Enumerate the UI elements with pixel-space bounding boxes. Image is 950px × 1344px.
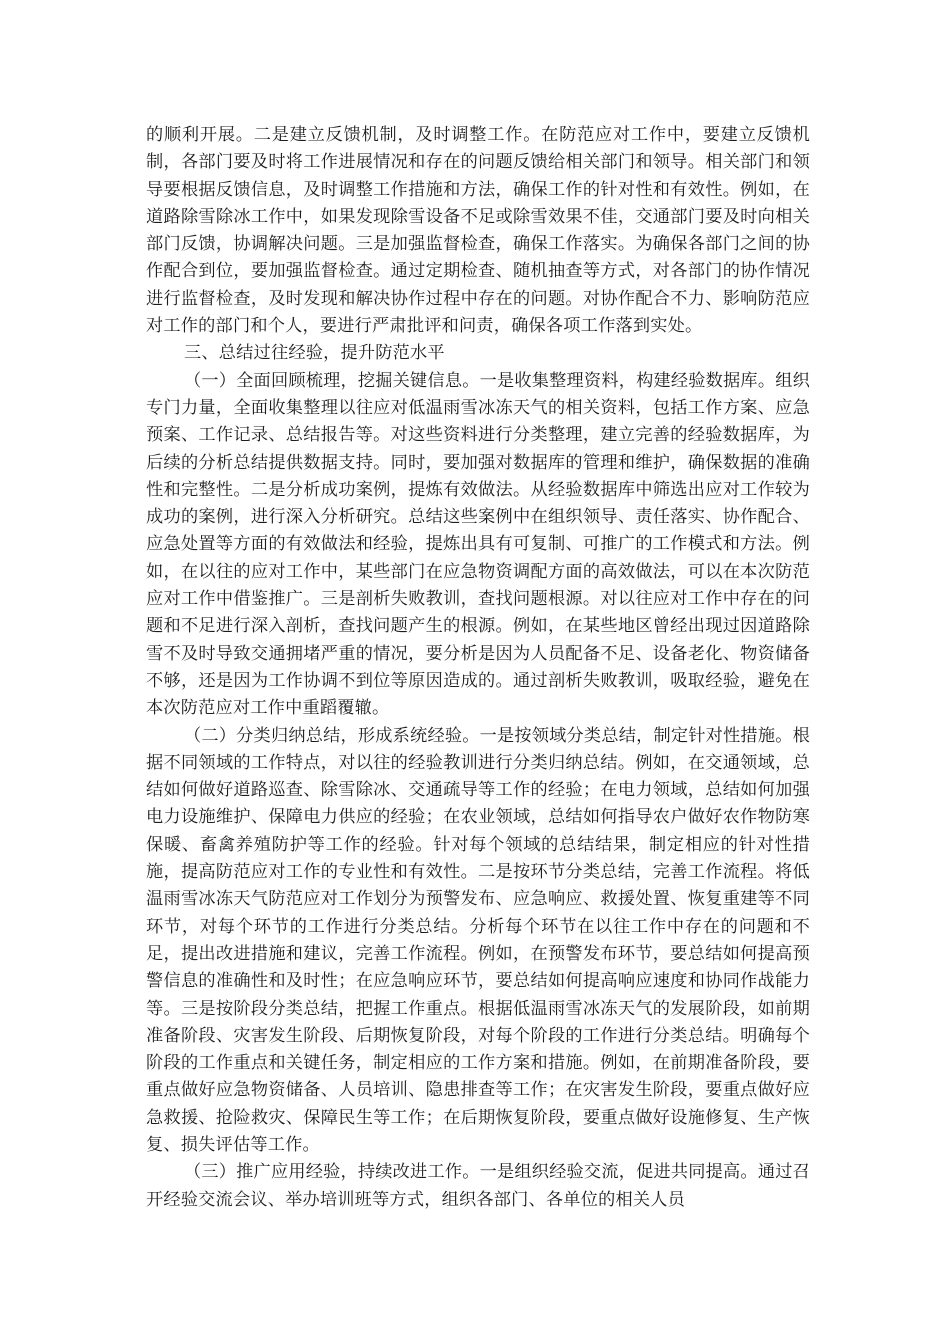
section-heading: 三、总结过往经验，提升防范水平 [184, 343, 445, 364]
document-body [146, 122, 810, 1214]
body-paragraph-classify: （二）分类归纳总结，形成系统经验。一是按领域分类总结，制定针对性措施。根据不同领域的工作特点，对以往的经验教训进行分类归纳总结。例如，在交通领域，总结如何做好道路巡查、除雪除冰、交通疏导等工作的经验；在电力领域，总结如何加强电力设施维护、保障电力供应的经验；在农业领域，总结如何指导农户做好农作物防寒保暖、畜禽养殖防护等工作的经验。针对每个领域的总结结果，制定相应的针对性措施，提高防范应对工作的专业性和有效性。二是按环节分类总结，完善工作流程。将低温雨雪冰冻天气防范应对工作划分为预警发布、应急响应、救援处置、恢复重建等不同环节，对每个环节的工作进行分类总结。分析每个环节在以往工作中存在的问题和不足，提出改进措施和建议，完善工作流程。例如，在预警发布环节，要总结如何提高预警信息的准确性和及时性；在应急响应环节，要总结如何提高响应速度和协同作战能力等。三是按阶段分类总结，把握工作重点。根据低温雨雪冰冻天气的发展阶段，如前期准备阶段、灾害发生阶段、后期恢复阶段，对每个阶段的工作进行分类总结。明确每个阶段的工作重点和关键任务，制定相应的工作方案和措施。例如，在前期准备阶段，要重点做好应急物资储备、人员培训、隐患排查等工作；在灾害发生阶段，要重点做好应急救援、抢险救灾、保障民生等工作；在后期恢复阶段，要重点做好设施修复、生产恢复、损失评估等工作。 [146, 725, 810, 1155]
body-paragraph-apply: （三）推广应用经验，持续改进工作。一是组织经验交流，促进共同提高。通过召开经验交流会议、举办培训班等方式，组织各部门、各单位的相关人员 [146, 1162, 810, 1210]
body-paragraph-continuation: 的顺利开展。二是建立反馈机制，及时调整工作。在防范应对工作中，要建立反馈机制，各部门要及时将工作进展情况和存在的问题反馈给相关部门和领导。相关部门和领导要根据反馈信息，及时调整工作措施和方法，确保工作的针对性和有效性。例如，在道路除雪除冰工作中，如果发现除雪设备不足或除雪效果不佳，交通部门要及时向相关部门反馈，协调解决问题。三是加强监督检查，确保工作落实。为确保各部门之间的协作配合到位，要加强监督检查。通过定期检查、随机抽查等方式，对各部门的协作情况进行监督检查，及时发现和解决协作过程中存在的问题。对协作配合不力、影响防范应对工作的部门和个人，要进行严肃批评和问责，确保各项工作落到实处。 [146, 125, 810, 337]
body-paragraph-review: （一）全面回顾梳理，挖掘关键信息。一是收集整理资料，构建经验数据库。组织专门力量，全面收集整理以往应对低温雨雪冰冻天气的相关资料，包括工作方案、应急预案、工作记录、总结报告等。对这些资料进行分类整理，建立完善的经验数据库，为后续的分析总结提供数据支持。同时，要加强对数据库的管理和维护，确保数据的准确性和完整性。二是分析成功案例，提炼有效做法。从经验数据库中筛选出应对工作较为成功的案例，进行深入分析研究。总结这些案例中在组织领导、责任落实、协作配合、应急处置等方面的有效做法和经验，提炼出具有可复制、可推广的工作模式和方法。例如，在以往的应对工作中，某些部门在应急物资调配方面的高效做法，可以在本次防范应对工作中借鉴推广。三是剖析失败教训，查找问题根源。对以往应对工作中存在的问题和不足进行深入剖析，查找问题产生的根源。例如，在某些地区曾经出现过因道路除雪不及时导致交通拥堵严重的情况，要分析是因为人员配备不足、设备老化、物资储备不够，还是因为工作协调不到位等原因造成的。通过剖析失败教训，吸取经验，避免在本次防范应对工作中重蹈覆辙。 [146, 370, 810, 719]
